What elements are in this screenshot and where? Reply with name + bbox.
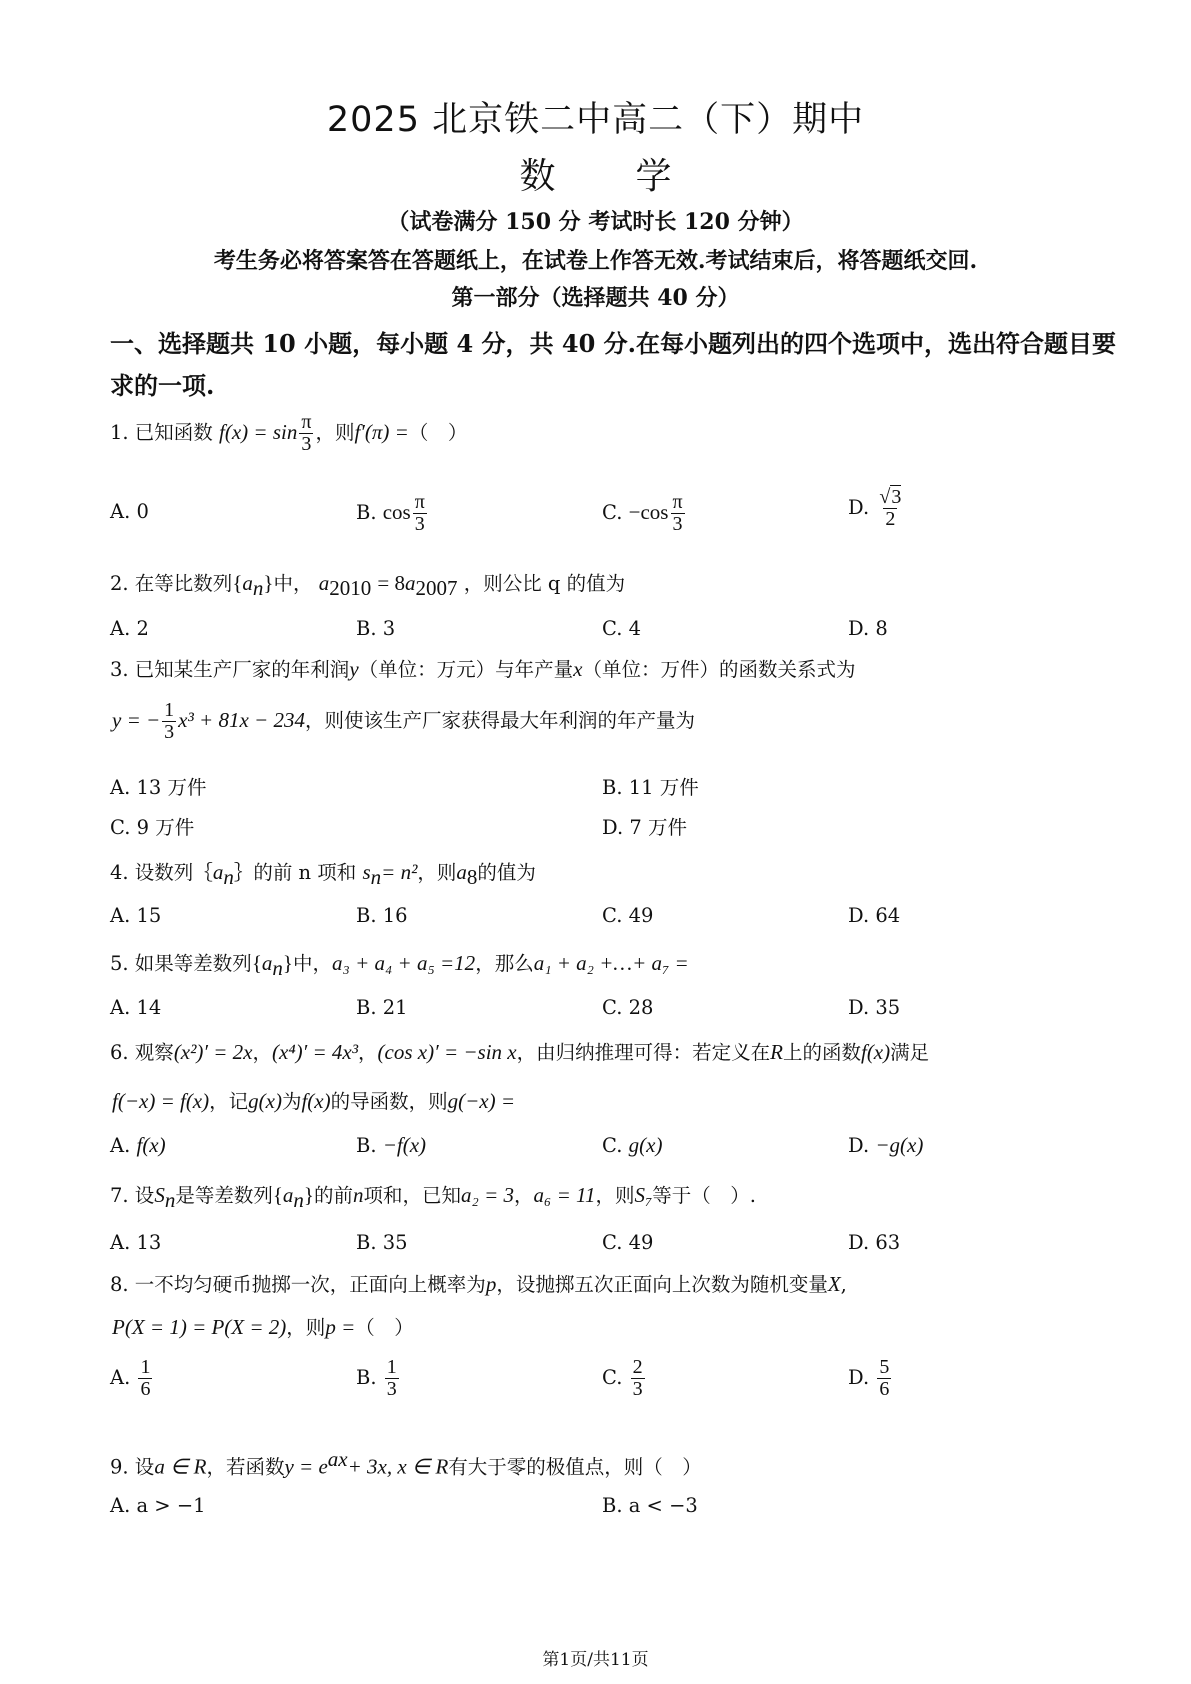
q2-option-c: C. 4 [602,617,642,640]
question-9: 9. 设a ∈ R，若函数$y = e^{ax}+ 3x$, x ∈ R有大于零的极值点，则（ ） [110,1447,702,1479]
subject-char-1: 数 [519,156,556,197]
q7-option-b: B. 35 [356,1231,408,1254]
q3-option-c: C. 9 万件 [110,816,195,839]
q6-option-d: D. −g(x) [848,1133,924,1157]
question-3-line-1: 3. 已知某生产厂家的年利润y（单位：万元）与年产量x（单位：万件）的函数关系式为 [110,657,856,681]
q5-option-a: A. 14 [110,996,162,1019]
q1-option-c: C. −cos $\frac{\pi}{3}$ [602,491,683,535]
q7-option-a: A. 13 [110,1231,162,1254]
q1-option-d: D. $\frac{√3}{2}$ [848,486,902,530]
exam-notice: 考生务必将答案答在答题纸上，在试卷上作答无效.考试结束后，将答题纸交回. [213,248,978,274]
q8-option-a: A. $\frac{1}{6}$ [110,1356,151,1400]
q3-option-d: D. 7 万件 [602,816,687,839]
q8-option-c: C. $\frac{2}{3}$ [602,1356,643,1400]
q4-option-c: C. 49 [602,904,654,927]
q2-option-b: B. 3 [356,617,396,640]
q6-option-b: B. −f(x) [356,1133,427,1157]
q2-option-a: A. 2 [110,617,149,640]
q3-option-a: A. 13 万件 [110,776,207,799]
question-4: 4. 设数列$\{a_n\}$的前 n 项和 $s_n= n^2$，则$a_8$的值为 [110,860,536,889]
question-8-line-1: 8. 一不均匀硬币抛掷一次，正面向上概率为p，设抛掷五次正面向上次数为随机变量X, [110,1272,847,1296]
question-3-line-2: y = − $\frac{1}{3}$ x³ + 81x − 234，则使该生产厂家获得最大年利润的年产量为 [112,699,695,743]
q1-option-b: B. cos $\frac{\pi}{3}$ [356,491,425,535]
q7-option-c: C. 49 [602,1231,654,1254]
section-heading-line-1: 一、选择题共 10 小题，每小题 4 分，共 40 分.在每小题列出的四个选项中，选出符合题目要 [110,329,1116,358]
q7-option-d: D. 63 [848,1231,901,1254]
q9-option-a: A. a > −1 [110,1494,206,1517]
q6-option-a: A. f(x) [110,1133,166,1157]
q5-option-b: B. 21 [356,996,408,1019]
q4-option-d: D. 64 [848,904,901,927]
q3-option-b: B. 11 万件 [602,776,699,799]
subject-char-2: 学 [635,156,672,197]
q5-option-d: D. 35 [848,996,901,1019]
q4-option-b: B. 16 [356,904,408,927]
subject-title [0,148,1191,199]
question-7: 7. 设$S_n$是等差数列$\{a_n\}$的前n项和，已知a₂ = 3，a₆ = 11，则S₇等于（ ）. [110,1183,756,1212]
question-6-line-1: 6. 观察(x²)′ = 2x，(x⁴)′ = 4x³，(cos x)′ = −sin x，由归纳推理可得：若定义在R上的函数f(x)满足 [110,1040,930,1064]
question-2: 2. 在等比数列$\{a_n\}$中， $a_{2010} = 8a_{2007}$ ，则公比 q 的值为 [110,571,626,600]
exam-info: （试卷满分 150 分 考试时长 120 分钟） [387,209,804,235]
question-8-line-2: P(X = 1) = P(X = 2)，则p =（ ） [112,1315,414,1339]
question-5: 5. 如果等差数列$\{a_n\}$中，a₃ + a₄ + a₅ =12，那么a₁ + a₂ +…+ a₇ = [110,951,689,980]
part-title: 第一部分（选择题共 40 分） [451,285,740,311]
question-6-line-2: f(−x) = f(x)，记g(x)为f(x)的导函数，则g(−x) = [112,1089,516,1113]
q5-option-c: C. 28 [602,996,654,1019]
exam-title: 2025 北京铁二中高二（下）期中 [326,100,865,140]
q4-option-a: A. 15 [110,904,162,927]
section-heading-line-2: 求的一项. [110,371,215,400]
q1-option-a: A. 0 [110,500,149,523]
q6-option-c: C. g(x) [602,1133,663,1157]
q9-option-b: B. a < −3 [602,1494,698,1517]
page-number: 第1页/共11页 [542,1650,649,1670]
q8-option-d: D. $\frac{5}{6}$ [848,1356,890,1400]
q8-option-b: B. $\frac{1}{3}$ [356,1356,397,1400]
q2-option-d: D. 8 [848,617,888,640]
question-1: 1. 已知函数 f(x) = sin $\frac{\pi}{3}$ ，则f′(π) =（ ） [110,411,468,455]
